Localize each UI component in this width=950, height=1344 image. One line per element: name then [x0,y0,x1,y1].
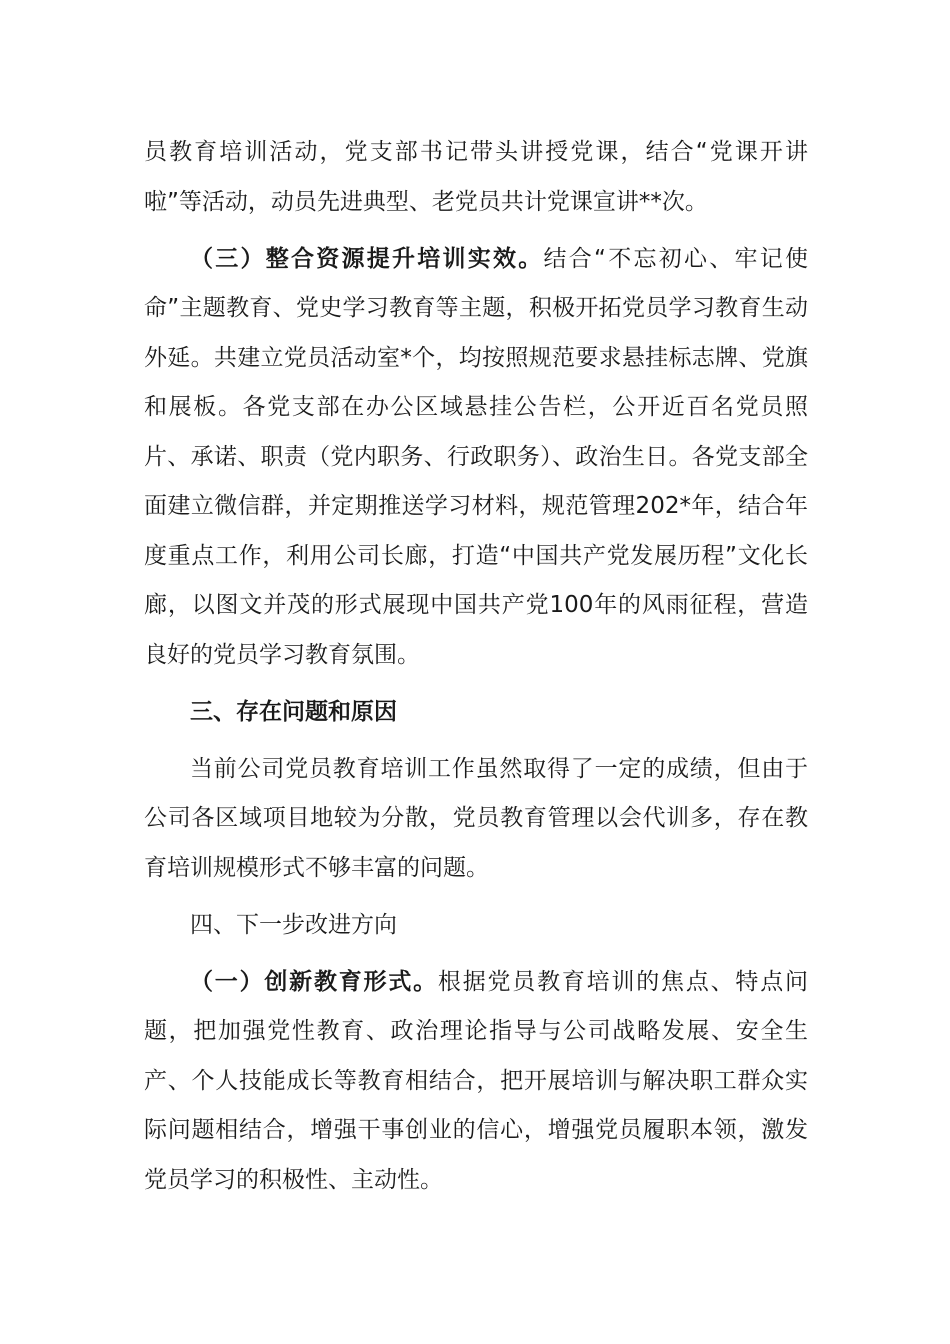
paragraph-heading: （三）整合资源提升培训实效。 [190,245,544,272]
paragraph-text: 结合“不忘初心、牢记使命”主题教育、党史学习教育等主题，积极开拓党员学习教育生动外延。共建立党员活动室*个，均按照规范要求悬挂标志牌、党旗和展板。各党支部在办公区域悬挂公告栏，公开近百名党员照片、承诺、职责（党内职务、行政职务）、政治生日。各党支部全面建立微信群，并定期推送学习材料，规范管理202*年，结合年度重点工作，利用公司长廊，打造“中国共产党发展历程”文化长廊，以图文并茂的形式展现中国共产党100年的风雨征程，营造良好的党员学习教育氛围。 [144,245,808,668]
section-heading-next-steps: 四、下一步改进方向 [190,911,397,938]
paragraph-heading: （一）创新教育形式。 [190,968,438,995]
document-body [144,128,808,1213]
paragraph-continuation: 员教育培训活动，党支部书记带头讲授党课，结合“党课开讲啦”等活动，动员先进典型、老党员共计党课宣讲**次。 [144,139,808,215]
paragraph-text: 根据党员教育培训的焦点、特点问题，把加强党性教育、政治理论指导与公司战略发展、安全生产、个人技能成长等教育相结合，把开展培训与解决职工群众实际问题相结合，增强干事创业的信心，增强党员履职本领，激发党员学习的积极性、主动性。 [144,968,809,1193]
paragraph-problems: 当前公司党员教育培训工作虽然取得了一定的成绩，但由于公司各区域项目地较为分散，党员教育管理以会代训多，存在教育培训规模形式不够丰富的问题。 [144,755,808,881]
paragraph-innovate-education [144,958,808,1206]
section-heading-problems: 三、存在问题和原因 [190,698,397,725]
paragraph-integrate-resources [144,235,808,681]
